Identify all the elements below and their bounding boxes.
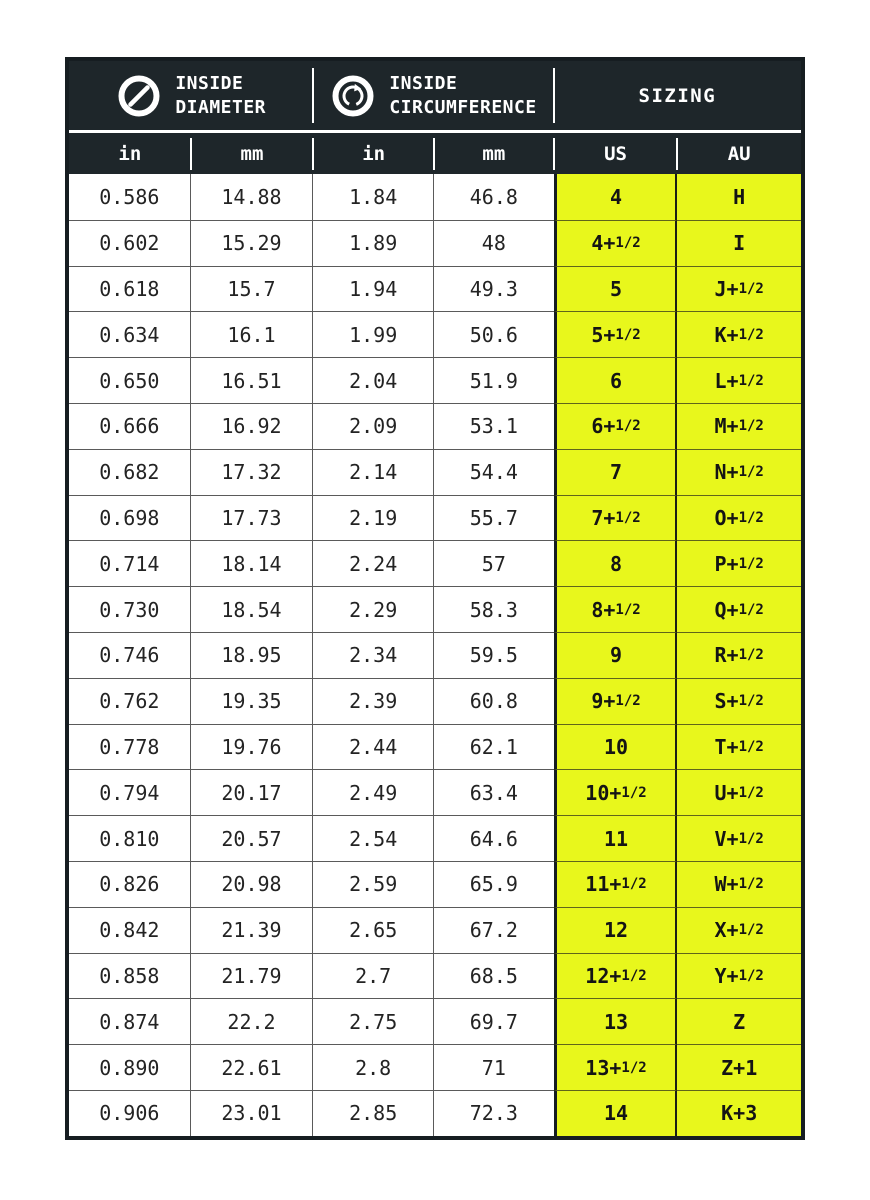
diameter-in-cell: 0.746 [69, 632, 191, 678]
au-size-cell: L+ 1/2 [677, 357, 801, 403]
us-size-cell: 10+ 1/2 [554, 769, 678, 815]
circumference-mm-cell: 68.5 [434, 953, 554, 999]
diameter-mm-cell: 22.61 [191, 1044, 314, 1090]
subheader-circumference-mm: mm [434, 133, 554, 174]
table-row [69, 403, 801, 449]
half-fraction: 1/2 [738, 647, 764, 664]
au-size-cell: I [677, 220, 801, 266]
diameter-in-cell: 0.666 [69, 403, 191, 449]
circumference-in-cell: 2.7 [313, 953, 434, 999]
subheader-row [69, 133, 801, 174]
table-row [69, 632, 801, 678]
circumference-in-cell: 2.19 [313, 495, 434, 541]
circumference-mm-cell: 71 [434, 1044, 554, 1090]
half-fraction: 1/2 [738, 922, 764, 939]
au-size-cell: T+ 1/2 [677, 724, 801, 770]
header-label-line2: CIRCUMFERENCE [389, 96, 537, 118]
circumference-in-cell: 2.8 [313, 1044, 434, 1090]
half-fraction: 1/2 [738, 967, 764, 984]
diameter-in-cell: 0.650 [69, 357, 191, 403]
table-row [69, 861, 801, 907]
header-section-diameter [69, 61, 313, 130]
us-size-cell: 5 [554, 266, 678, 312]
half-fraction: 1/2 [738, 876, 764, 893]
us-size-cell: 6+ 1/2 [554, 403, 678, 449]
table-row [69, 495, 801, 541]
diameter-mm-cell: 20.17 [191, 769, 314, 815]
table-row [69, 769, 801, 815]
diameter-in-cell: 0.698 [69, 495, 191, 541]
circumference-in-cell: 2.49 [313, 769, 434, 815]
circumference-mm-cell: 55.7 [434, 495, 554, 541]
us-size-cell: 7+ 1/2 [554, 495, 678, 541]
half-fraction: 1/2 [738, 418, 764, 435]
au-size-cell: N+ 1/2 [677, 449, 801, 495]
au-size-cell: Y+ 1/2 [677, 953, 801, 999]
au-size-cell: K+3 [677, 1090, 801, 1136]
au-size-cell: H [677, 174, 801, 220]
diameter-mm-cell: 21.79 [191, 953, 314, 999]
header-label-line1: INSIDE [389, 73, 458, 95]
half-fraction: 1/2 [615, 509, 641, 526]
table-row [69, 907, 801, 953]
circumference-in-cell: 2.39 [313, 678, 434, 724]
circumference-mm-cell: 54.4 [434, 449, 554, 495]
au-size-cell: Q+ 1/2 [677, 586, 801, 632]
au-size-cell: W+ 1/2 [677, 861, 801, 907]
header-label-circumference [389, 72, 536, 119]
half-fraction: 1/2 [738, 280, 764, 297]
diameter-in-cell: 0.682 [69, 449, 191, 495]
diameter-mm-cell: 17.32 [191, 449, 314, 495]
diameter-mm-cell: 19.76 [191, 724, 314, 770]
subheader-au: AU [727, 142, 751, 165]
circumference-in-cell: 2.34 [313, 632, 434, 678]
circumference-mm-cell: 58.3 [434, 586, 554, 632]
circumference-mm-cell: 49.3 [434, 266, 554, 312]
half-fraction: 1/2 [615, 693, 641, 710]
circumference-mm-cell: 65.9 [434, 861, 554, 907]
circumference-in-cell: 1.94 [313, 266, 434, 312]
half-fraction: 1/2 [738, 830, 764, 847]
au-size-cell: M+ 1/2 [677, 403, 801, 449]
circumference-mm-cell: 67.2 [434, 907, 554, 953]
circumference-in-cell: 2.04 [313, 357, 434, 403]
circumference-in-cell: 2.44 [313, 724, 434, 770]
half-fraction: 1/2 [738, 738, 764, 755]
us-size-cell: 14 [554, 1090, 678, 1136]
au-size-cell: Z+1 [677, 1044, 801, 1090]
diameter-mm-cell: 15.29 [191, 220, 314, 266]
circumference-in-cell: 1.89 [313, 220, 434, 266]
diameter-in-cell: 0.714 [69, 540, 191, 586]
circumference-in-cell: 2.09 [313, 403, 434, 449]
table-row [69, 998, 801, 1044]
us-size-cell: 5+ 1/2 [554, 311, 678, 357]
half-fraction: 1/2 [738, 464, 764, 481]
us-size-cell: 11 [554, 815, 678, 861]
diameter-in-cell: 0.906 [69, 1090, 191, 1136]
diameter-in-cell: 0.602 [69, 220, 191, 266]
diameter-mm-cell: 17.73 [191, 495, 314, 541]
au-size-cell: K+ 1/2 [677, 311, 801, 357]
us-size-cell: 8 [554, 540, 678, 586]
subheader-diameter-in: in [69, 133, 191, 174]
chart-header [69, 61, 801, 130]
us-size-cell: 9 [554, 632, 678, 678]
diameter-in-cell: 0.858 [69, 953, 191, 999]
diameter-mm-cell: 20.98 [191, 861, 314, 907]
table-row [69, 266, 801, 312]
ring-size-chart [65, 57, 805, 1140]
circumference-in-cell: 1.99 [313, 311, 434, 357]
diameter-mm-cell: 18.14 [191, 540, 314, 586]
au-size-cell: X+ 1/2 [677, 907, 801, 953]
half-fraction: 1/2 [738, 784, 764, 801]
diameter-in-cell: 0.874 [69, 998, 191, 1044]
au-size-cell: Z [677, 998, 801, 1044]
half-fraction: 1/2 [738, 372, 764, 389]
table-row [69, 815, 801, 861]
subheader-us: US [554, 133, 678, 174]
table-row [69, 953, 801, 999]
diameter-in-cell: 0.762 [69, 678, 191, 724]
half-fraction: 1/2 [738, 326, 764, 343]
au-size-cell: U+ 1/2 [677, 769, 801, 815]
table-row [69, 586, 801, 632]
us-size-cell: 10 [554, 724, 678, 770]
diameter-in-cell: 0.618 [69, 266, 191, 312]
us-size-cell: 9+ 1/2 [554, 678, 678, 724]
table-row [69, 724, 801, 770]
table-row [69, 311, 801, 357]
header-title-sizing: SIZING [638, 84, 717, 107]
diameter-mm-cell: 15.7 [191, 266, 314, 312]
circumference-in-cell: 2.24 [313, 540, 434, 586]
diameter-mm-cell: 18.95 [191, 632, 314, 678]
half-fraction: 1/2 [738, 509, 764, 526]
circumference-mm-cell: 63.4 [434, 769, 554, 815]
circumference-mm-cell: 59.5 [434, 632, 554, 678]
circumference-in-cell: 2.29 [313, 586, 434, 632]
circumference-in-cell: 2.59 [313, 861, 434, 907]
table-row [69, 174, 801, 220]
au-size-cell: P+ 1/2 [677, 540, 801, 586]
diameter-in-cell: 0.842 [69, 907, 191, 953]
au-size-cell: V+ 1/2 [677, 815, 801, 861]
circumference-mm-cell: 62.1 [434, 724, 554, 770]
us-size-cell: 13+ 1/2 [554, 1044, 678, 1090]
au-size-cell: R+ 1/2 [677, 632, 801, 678]
table-row [69, 449, 801, 495]
diameter-mm-cell: 16.51 [191, 357, 314, 403]
circumference-mm-cell: 53.1 [434, 403, 554, 449]
header-section-circumference [313, 61, 553, 130]
circumference-mm-cell: 60.8 [434, 678, 554, 724]
table-row [69, 540, 801, 586]
diameter-in-cell: 0.730 [69, 586, 191, 632]
us-size-cell: 11+ 1/2 [554, 861, 678, 907]
table-body [69, 174, 801, 1136]
circumference-mm-cell: 51.9 [434, 357, 554, 403]
diameter-in-cell: 0.794 [69, 769, 191, 815]
half-fraction: 1/2 [615, 418, 641, 435]
circumference-in-cell: 1.84 [313, 174, 434, 220]
diameter-mm-cell: 18.54 [191, 586, 314, 632]
diameter-mm-cell: 16.1 [191, 311, 314, 357]
au-size-cell: O+ 1/2 [677, 495, 801, 541]
us-size-cell: 8+ 1/2 [554, 586, 678, 632]
circumference-in-cell: 2.85 [313, 1090, 434, 1136]
circumference-mm-cell: 46.8 [434, 174, 554, 220]
circumference-mm-cell: 48 [434, 220, 554, 266]
diameter-mm-cell: 20.57 [191, 815, 314, 861]
circumference-mm-cell: 72.3 [434, 1090, 554, 1136]
circumference-in-cell: 2.75 [313, 998, 434, 1044]
diameter-in-cell: 0.826 [69, 861, 191, 907]
diameter-in-cell: 0.890 [69, 1044, 191, 1090]
subheader-circumference-in: in [313, 133, 434, 174]
half-fraction: 1/2 [615, 235, 641, 252]
table-row [69, 1090, 801, 1136]
table-row [69, 220, 801, 266]
half-fraction: 1/2 [621, 967, 647, 984]
header-label-diameter [175, 72, 266, 119]
circumference-mm-cell: 64.6 [434, 815, 554, 861]
half-fraction: 1/2 [621, 784, 647, 801]
us-size-cell: 12 [554, 907, 678, 953]
half-fraction: 1/2 [738, 693, 764, 710]
us-size-cell: 12+ 1/2 [554, 953, 678, 999]
half-fraction: 1/2 [738, 555, 764, 572]
au-size-cell: S+ 1/2 [677, 678, 801, 724]
us-size-cell: 6 [554, 357, 678, 403]
circumference-icon [330, 73, 376, 119]
circumference-mm-cell: 50.6 [434, 311, 554, 357]
table-row [69, 678, 801, 724]
subheader-diameter-mm: mm [191, 133, 314, 174]
table-row [69, 1044, 801, 1090]
diameter-in-cell: 0.586 [69, 174, 191, 220]
half-fraction: 1/2 [621, 1059, 647, 1076]
diameter-mm-cell: 16.92 [191, 403, 314, 449]
diameter-mm-cell: 23.01 [191, 1090, 314, 1136]
au-size-cell: J+ 1/2 [677, 266, 801, 312]
diameter-mm-cell: 19.35 [191, 678, 314, 724]
half-fraction: 1/2 [615, 326, 641, 343]
half-fraction: 1/2 [738, 601, 764, 618]
circumference-in-cell: 2.14 [313, 449, 434, 495]
diameter-in-cell: 0.634 [69, 311, 191, 357]
diameter-in-cell: 0.810 [69, 815, 191, 861]
us-size-cell: 13 [554, 998, 678, 1044]
circumference-in-cell: 2.65 [313, 907, 434, 953]
diameter-mm-cell: 14.88 [191, 174, 314, 220]
header-label-line2: DIAMETER [175, 96, 267, 118]
diameter-mm-cell: 21.39 [191, 907, 314, 953]
circumference-mm-cell: 69.7 [434, 998, 554, 1044]
header-label-line1: INSIDE [175, 73, 244, 95]
half-fraction: 1/2 [615, 601, 641, 618]
circumference-in-cell: 2.54 [313, 815, 434, 861]
half-fraction: 1/2 [621, 876, 647, 893]
diameter-in-cell: 0.778 [69, 724, 191, 770]
diameter-icon [116, 73, 162, 119]
header-section-sizing [554, 61, 801, 130]
table-row [69, 357, 801, 403]
diameter-mm-cell: 22.2 [191, 998, 314, 1044]
us-size-cell: 7 [554, 449, 678, 495]
us-size-cell: 4 [554, 174, 678, 220]
circumference-mm-cell: 57 [434, 540, 554, 586]
us-size-cell: 4+ 1/2 [554, 220, 678, 266]
